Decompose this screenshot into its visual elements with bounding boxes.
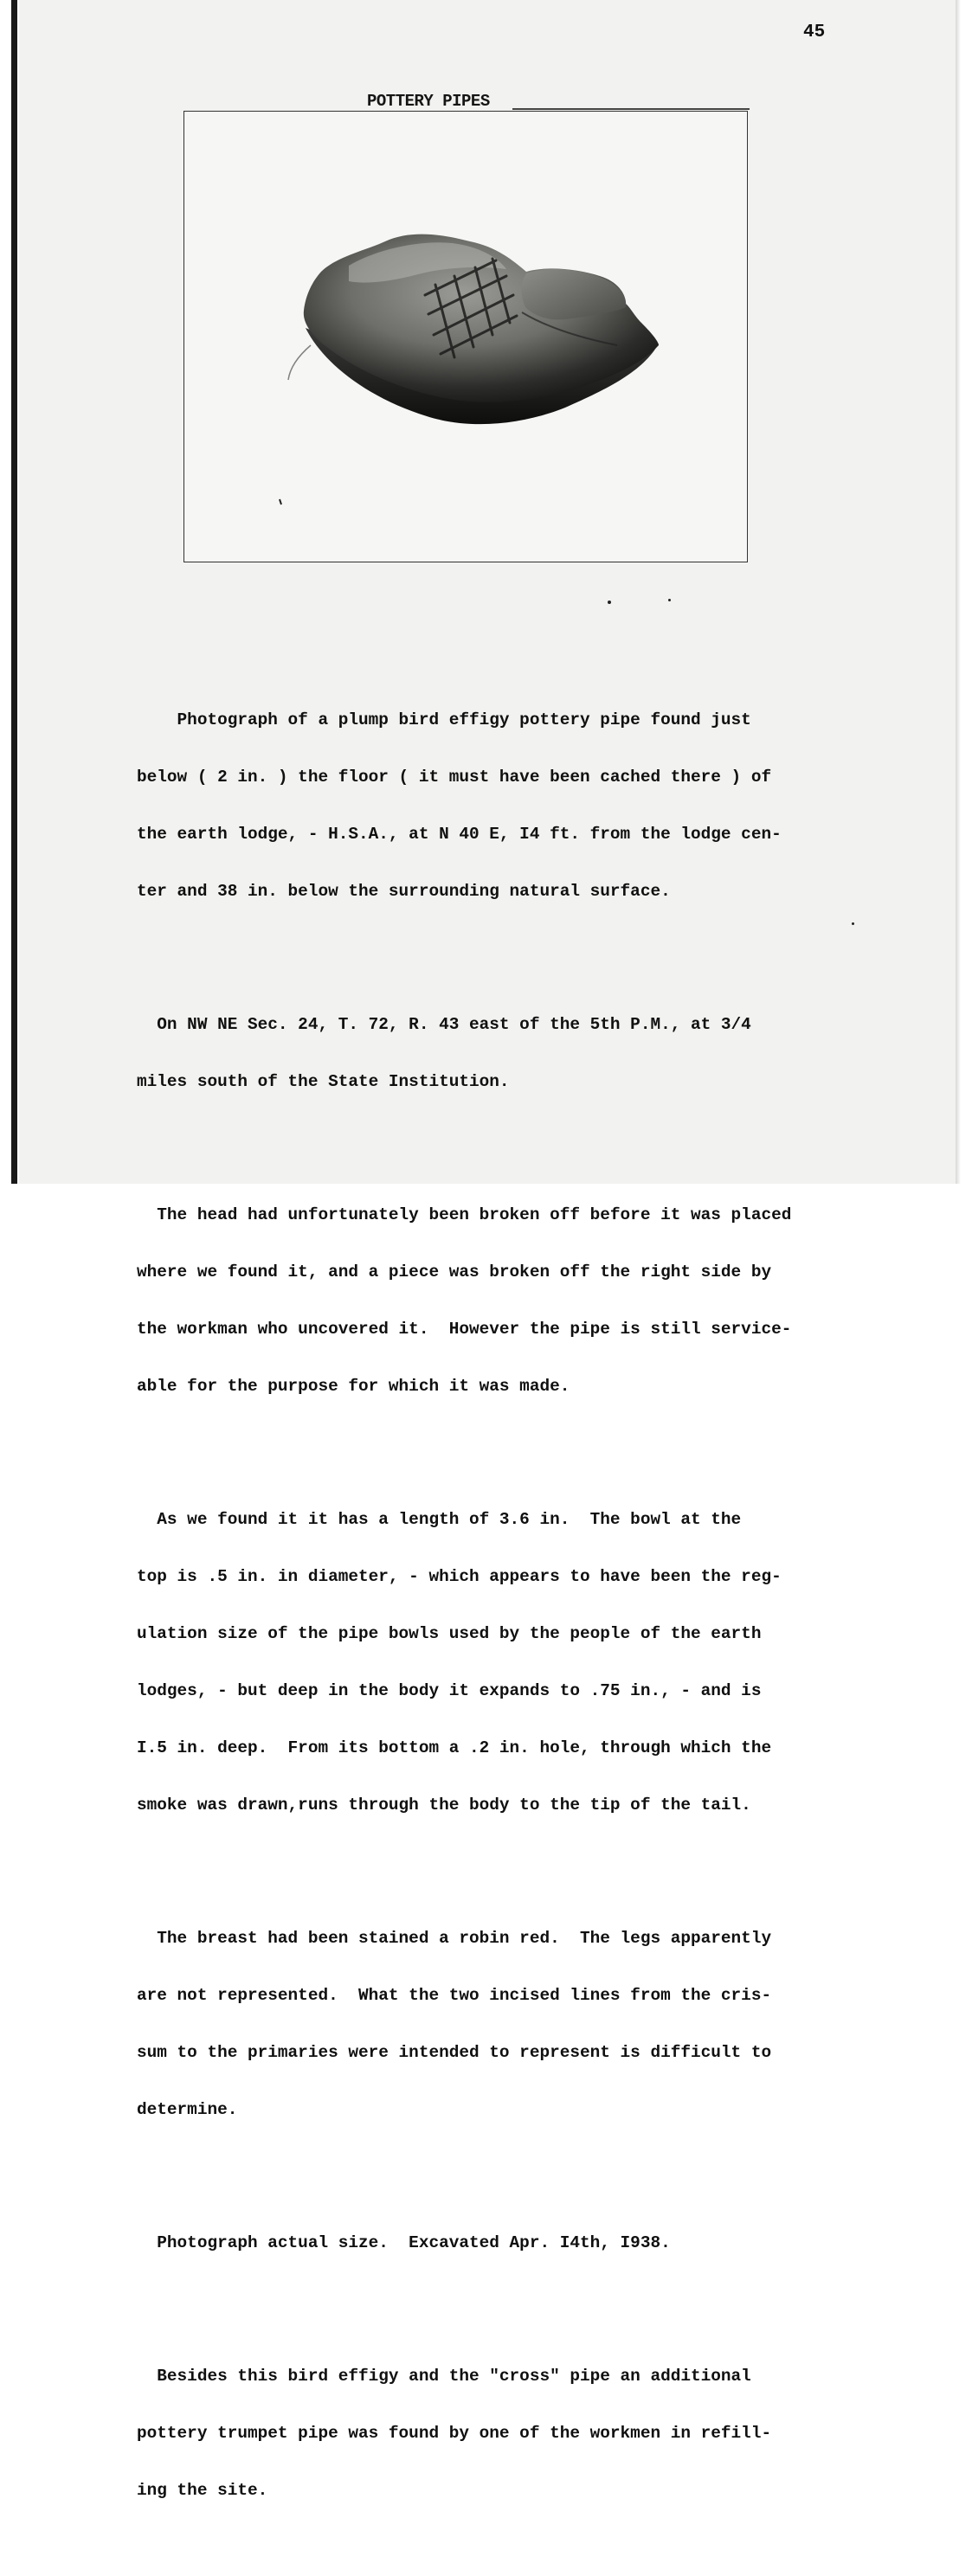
text-line: pottery trumpet pipe was found by one of the workmen in refill- (137, 2424, 772, 2443)
text-line: below ( 2 in. ) the floor ( it must have been cached there ) of (137, 768, 772, 787)
text-line: ter and 38 in. below the surrounding natural surface. (137, 882, 671, 901)
scan-speck (668, 599, 671, 601)
text-line: ulation size of the pipe bowls used by the people of the earth (137, 1624, 762, 1643)
page-title: POTTERY PIPES (367, 92, 490, 111)
scan-right-margin (961, 0, 972, 1194)
photograph-frame (183, 111, 748, 562)
text-line: smoke was drawn,runs through the body to the tip of the tail. (137, 1795, 751, 1815)
text-line: The head had unfortunately been broken off before it was placed (137, 1205, 792, 1224)
text-line: Photograph of a plump bird effigy pottery pipe found just (137, 710, 751, 729)
text-line: top is .5 in. in diameter, - which appears to have been the reg- (137, 1567, 782, 1586)
page-number: 45 (803, 22, 826, 42)
title-rule-line (512, 108, 750, 110)
scan-speck (608, 601, 611, 604)
text-line: sum to the primaries were intended to represent is difficult to (137, 2043, 772, 2062)
text-line: where we found it, and a piece was broken off the right side by (137, 1262, 772, 1282)
paragraph-5 (137, 1891, 898, 2157)
document-body-text (137, 634, 898, 2576)
paragraph-3 (137, 1167, 898, 1434)
bird-effigy-pipe-photo (184, 112, 747, 562)
text-line: I.5 in. deep. From its bottom a .2 in. hole, through which the (137, 1738, 772, 1757)
text-line: the earth lodge, - H.S.A., at N 40 E, I4 ft. from the lodge cen- (137, 825, 782, 844)
text-line: determine. (137, 2100, 238, 2119)
text-line: miles south of the State Institution. (137, 1072, 510, 1091)
text-line: are not represented. What the two incised lines from the cris- (137, 1986, 772, 2005)
specimen-mark (280, 499, 281, 504)
text-line: the workman who uncovered it. However the pipe is still service- (137, 1320, 792, 1339)
text-line: lodges, - but deep in the body it expands to .75 in., - and is (137, 1681, 762, 1700)
text-line: Besides this bird effigy and the "cross" pipe an additional (137, 2367, 751, 2386)
paragraph-1 (137, 672, 898, 939)
text-line: The breast had been stained a robin red. The legs apparently (137, 1929, 772, 1948)
paragraph-4 (137, 1472, 898, 1853)
paragraph-6 (137, 2195, 898, 2290)
paragraph-7 (137, 2329, 898, 2538)
paragraph-2 (137, 977, 898, 1129)
binding-edge-line (11, 0, 17, 1194)
text-line: ing the site. (137, 2481, 268, 2500)
side-crack (288, 345, 311, 380)
text-line: Photograph actual size. Excavated Apr. I4th, I938. (137, 2233, 671, 2252)
text-line: able for the purpose for which it was made. (137, 1377, 570, 1396)
text-line: On NW NE Sec. 24, T. 72, R. 43 east of the 5th P.M., at 3/4 (137, 1015, 751, 1034)
pipe-tail-lobe (522, 269, 627, 319)
text-line: As we found it it has a length of 3.6 in. The bowl at the (137, 1510, 742, 1529)
